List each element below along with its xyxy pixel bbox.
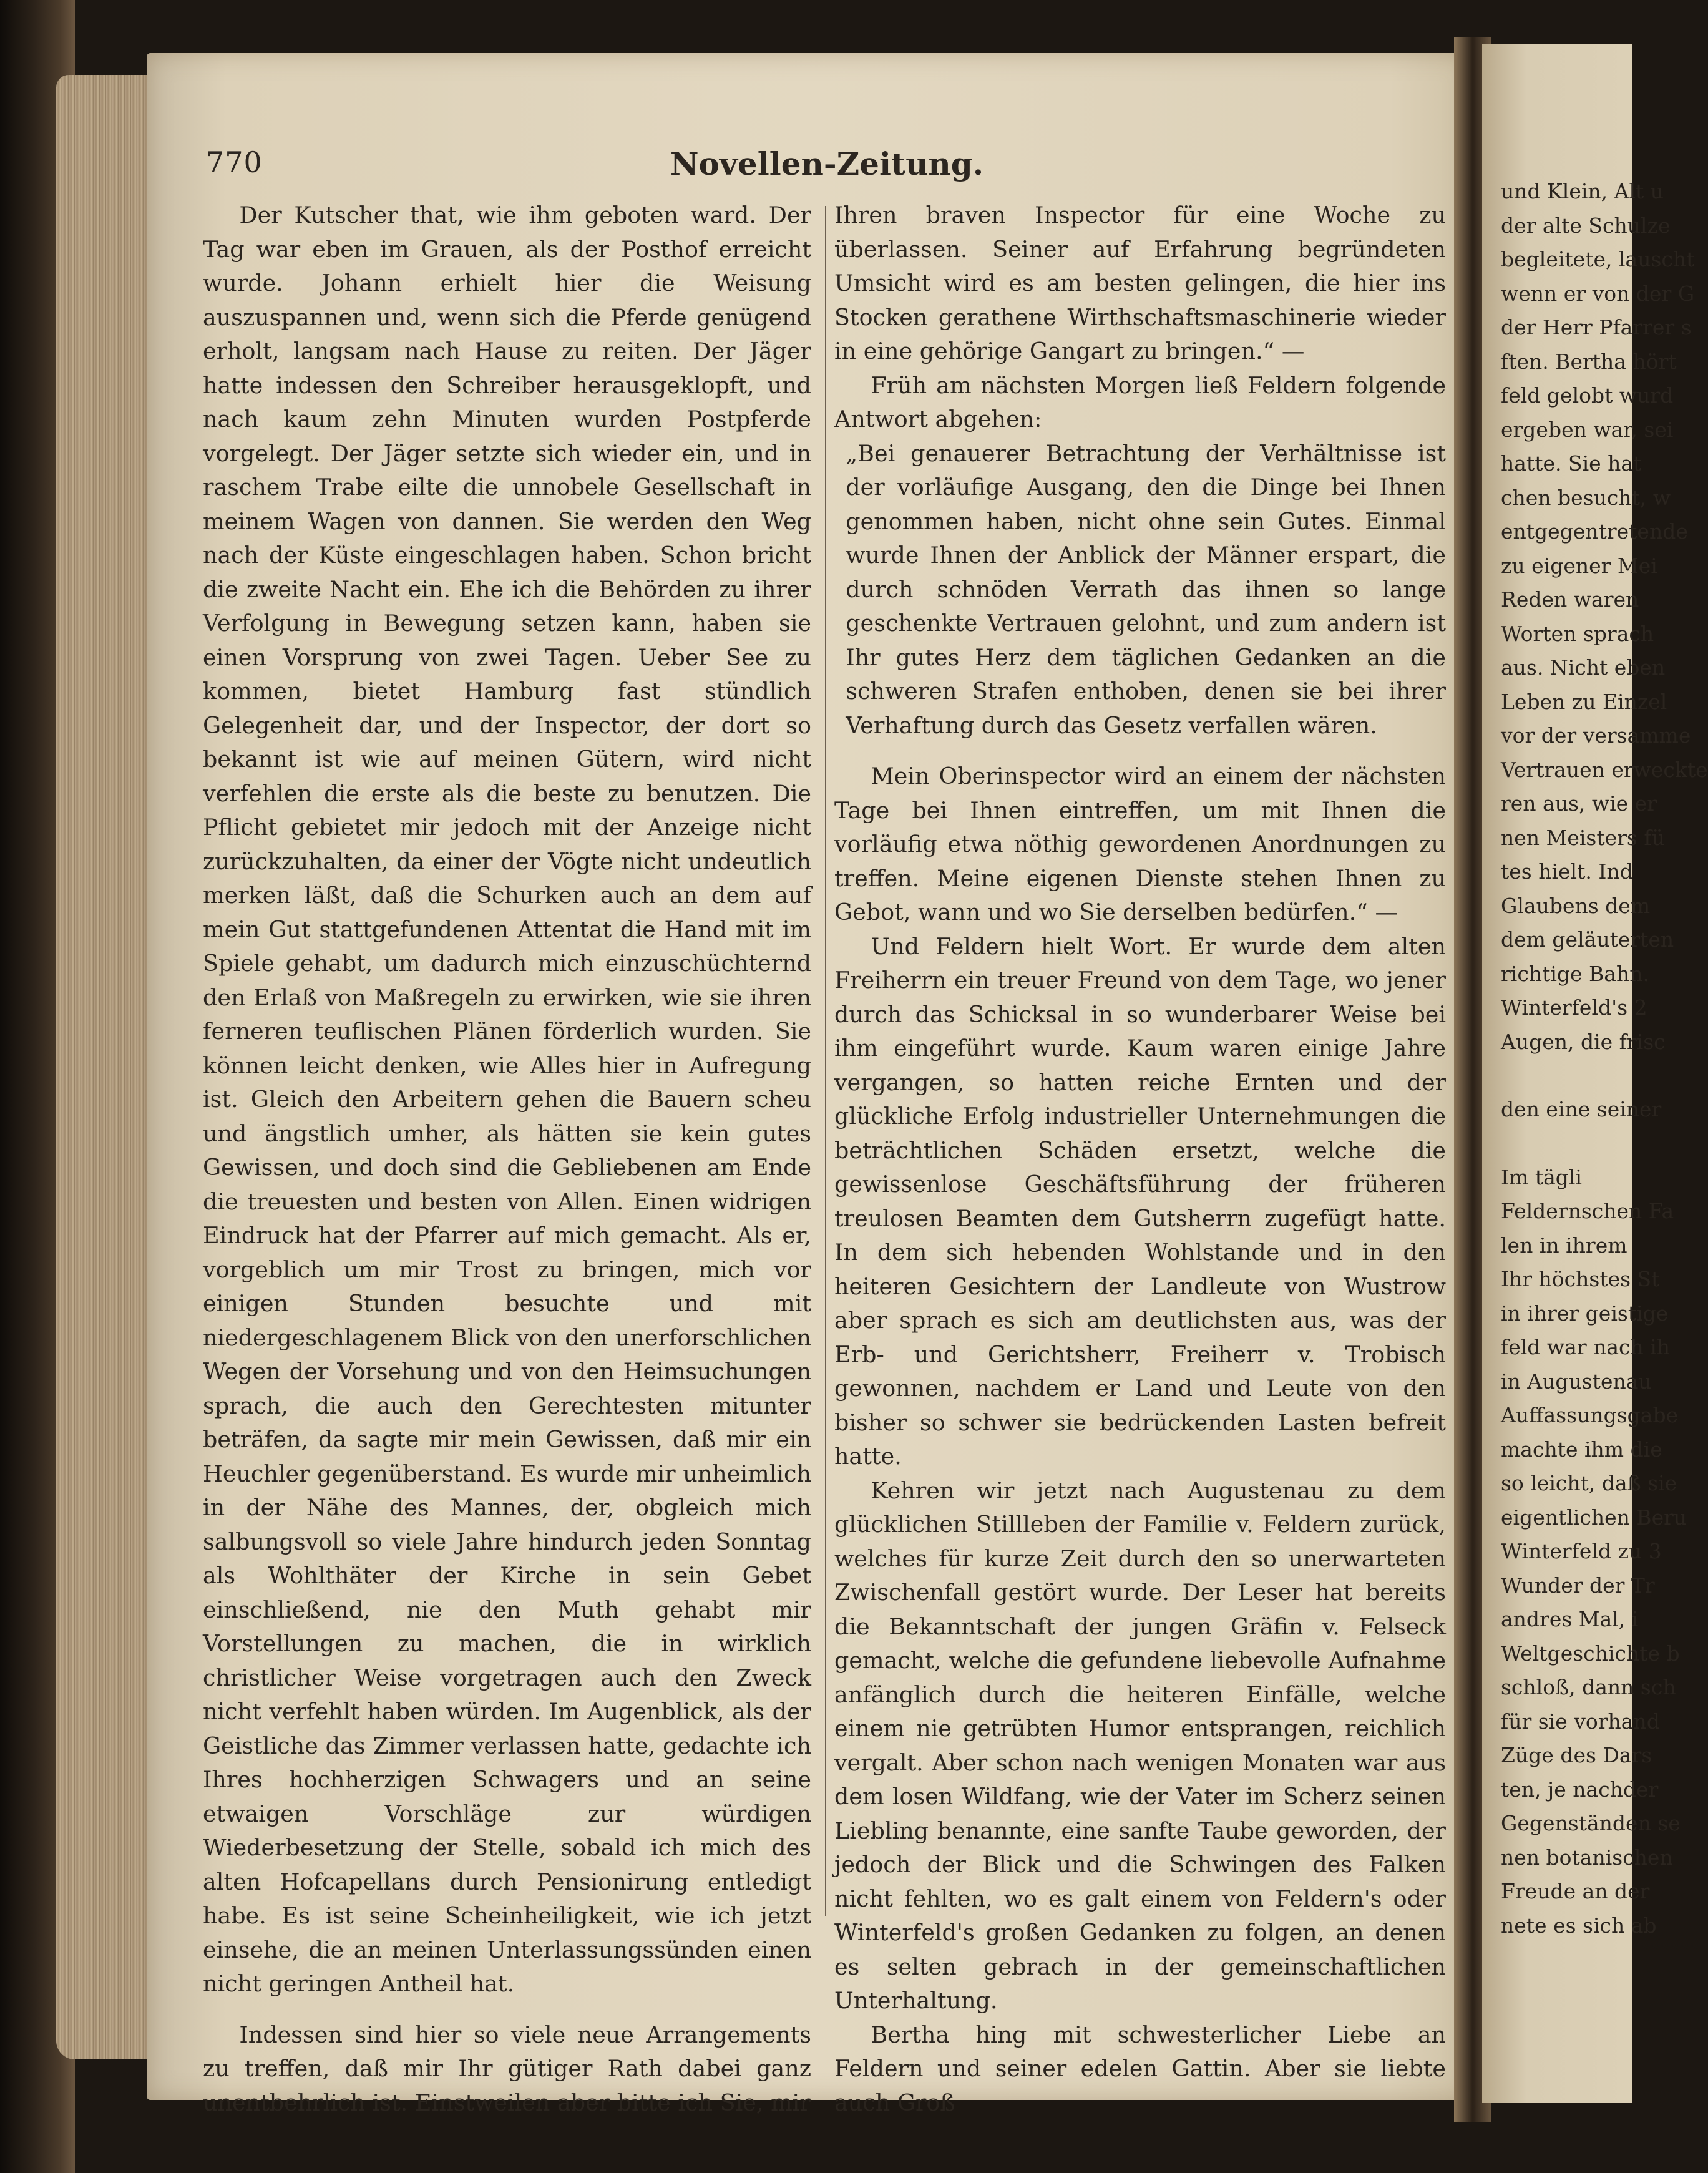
next-page-line: richtige Bahn. bbox=[1501, 961, 1649, 986]
next-page-line: Im tägli bbox=[1501, 1165, 1582, 1189]
letter-paragraph: „Bei genauerer Betrachtung der Verhältnisse ist der vorläufige Ausgang, den die Dinge bei Ihnen genommen haben, nicht ohne sein Gutes. Einmal wurde Ihnen der Anblick der Männer erspart, die durch schnöden Verrath das ihnen so lange geschenkte Vertrauen gelohnt, und zum andern ist Ihr gutes Herz dem täglichen Gedanken an die schweren Strafen enthoben, denen sie bei ihrer Verhaftung durch das Gesetz verfallen wären. bbox=[846, 439, 1446, 739]
next-page-gap bbox=[1501, 1059, 1663, 1093]
next-page-line: Winterfeld's 2 bbox=[1501, 995, 1647, 1020]
next-page-line: chen besucht, w bbox=[1501, 485, 1671, 510]
paragraph: Der Kutscher that, wie ihm geboten ward. Der Tag war eben im Grauen, als der Posthof erreicht wurde. Johann erhielt hier die Weisung auszuspannen und, wenn sich die Pferde genügend erholt, langsam nach Hause zu reiten. Der Jäger hatte indessen den Schreiber herausgeklopft, und nach kaum zehn Minuten wurden Postpferde vorgelegt. Der Jäger setzte sich wieder ein, und in raschem Trabe eilte die unnobele Gesellschaft in meinem Wagen von dannen. Sie werden den Weg nach der Küste eingeschlagen haben. Schon bricht die zweite Nacht ein. Ehe ich die Behörden zu ihrer Verfolgung in Bewegung setzen kann, haben sie einen Vorsprung von zwei Tagen. Ueber See zu kommen, bietet Hamburg fast stündlich Gelegenheit dar, und der Inspector, der dort so bekannt ist wie auf meinen Gütern, wird nicht verfehlen die erste als die beste zu benutzen. Die Pflicht gebietet mir jedoch mit der Anzeige nicht zurückzuhalten, da einer der Vögte nicht undeutlich merken läßt, daß die Schurken auch an dem auf mein Gut stattgefundenen Attentat die Hand mit im Spiele gehabt, um dadurch mich einzuschüchternd den Erlaß von Maßregeln zu erwirken, wie sie ihren ferneren teuflischen Plänen förderlich wurden. Sie können leicht denken, wie Alles hier in Aufregung ist. Gleich den Arbeitern gehen die Bauern scheu und ängstlich umher, als hätten sie kein gutes Gewissen, und doch sind die Gebliebenen am Ende die treuesten und besten von Allen. Einen widrigen Eindruck hat der Pfarrer auf mich gemacht. Als er, vorgeblich um mir Trost zu bringen, mich vor einigen Stunden besuchte und mit niedergeschlagenem Blick von den unerforschlichen Wegen der Vorsehung und von den Heimsuchungen sprach, die auch den Gerechtesten mitunter beträfen, da sagte mir mein Gewissen, daß mir ein Heuchler gegenüberstand. Es wurde mir unheimlich in der Nähe des Mannes, der, obgleich mich salbungsvoll so viele Jahre hindurch jeden Sonntag als Wohlthäter der Kirche in sein Gebet einschließend, nie den Muth gehabt mir Vorstellungen zu machen, die in wirklich christlicher Weise vorgetragen auch den Zweck nicht verfehlt haben würden. Im Augenblick, als der Geistliche das Zimmer verlassen hatte, gedachte ich Ihres hochherzigen Schwagers und an seine etwaigen Vorschläge zur würdigen Wiederbesetzung der Stelle, sobald ich mich des alten Hofcapellans durch Pensionirung entledigt habe. Es ist seine Scheinheiligkeit, wie ich jetzt einsehe, die an meinen Unterlassungssünden einen nicht geringen Antheil hat. bbox=[203, 202, 811, 1997]
next-page-line: eigentlichen Beru bbox=[1501, 1505, 1687, 1530]
next-page-line: nen botanischen bbox=[1501, 1845, 1673, 1870]
next-page-line: ergeben war, sei bbox=[1501, 417, 1674, 442]
letter-paragraph: Mein Oberinspector wird an einem der nächsten Tage bei Ihnen eintreffen, um mit Ihnen die vorläufig etwa nöthig gewordenen Anordnungen zu treffen. Meine eigenen Dienste stehen Ihnen zu Gebot, wann und wo Sie derselben bedürfen.“ — bbox=[834, 763, 1446, 925]
next-page-line: der Herr Pfarrer s bbox=[1501, 315, 1692, 339]
next-page-line: feld gelobt wurd bbox=[1501, 383, 1674, 408]
page-header bbox=[206, 145, 1448, 195]
next-page-line: Worten sprach bbox=[1501, 621, 1654, 646]
next-page-line: feld war nach ih bbox=[1501, 1335, 1671, 1359]
next-page-line: Augen, die frisc bbox=[1501, 1029, 1666, 1054]
next-page-line: für sie vorhand bbox=[1501, 1709, 1660, 1734]
next-page-line: so leicht, daß sie bbox=[1501, 1471, 1677, 1495]
next-page-line: den eine seiner bbox=[1501, 1097, 1662, 1121]
next-page-line: Wunder der Tr bbox=[1501, 1573, 1655, 1598]
next-page-line: ften. Bertha hört bbox=[1501, 349, 1677, 374]
next-page-line: Vertrauen erweckte bbox=[1501, 757, 1708, 782]
next-page-line: Reden waren bbox=[1501, 587, 1639, 612]
next-page-line: Gegenständen se bbox=[1501, 1811, 1681, 1835]
next-page-line: nete es sich ab bbox=[1501, 1913, 1657, 1938]
next-page-fragment bbox=[1482, 44, 1708, 2103]
next-page-column bbox=[1501, 175, 1708, 1943]
next-page-line: Freude an der bbox=[1501, 1879, 1650, 1903]
next-page-line: und Klein, Alt u bbox=[1501, 179, 1664, 203]
paragraph: Kehren wir jetzt nach Augustenau zu dem glücklichen Stillleben der Familie v. Feldern zurück, welches für kurze Zeit durch den so unerwarteten Zwischenfall gestört wurde. Der Leser hat bereits die Bekanntschaft der jungen Gräfin v. Felseck gemacht, welche die gefundene liebevolle Aufnahme anfänglich durch die heiteren Einfälle, welche einem nie getrübten Humor entsprangen, reichlich vergalt. Aber schon nach wenigen Monaten war aus dem losen Wildfang, wie der Vater im Scherz seinen Liebling benannte, eine sanfte Taube geworden, der jedoch der Blick und die Schwingen des Falken nicht fehlten, wo es galt einem von Feldern's oder Winterfeld's großen Gedanken zu folgen, an denen es selten gebrach in der gemeinschaftlichen Unterhaltung. bbox=[834, 1477, 1446, 2014]
next-page-line: Leben zu Einzel bbox=[1501, 689, 1667, 714]
next-page-line: hatte. Sie hat bbox=[1501, 451, 1642, 476]
next-page-line: wenn er von der G bbox=[1501, 281, 1695, 306]
next-page-line: entgegentretende bbox=[1501, 519, 1688, 544]
paragraph: Bertha hing mit schwesterlicher Liebe an Feldern und seiner edelen Gattin. Aber sie liebte auch Groß bbox=[834, 2021, 1446, 2116]
next-page-line: aus. Nicht eben bbox=[1501, 655, 1666, 680]
paragraph: Und Feldern hielt Wort. Er wurde dem alten Freiherrn ein treuer Freund von dem Tage, wo jener durch das Schicksal in so wunderbarer Weise bei ihm eingeführt wurde. Kaum waren einige Jahre vergangen, so hatten reiche Ernten und der glückliche Erfolg industrieller Unternehmungen die beträchtlichen Schäden ersetzt, welche die gewissenlose Geschäftsführung der früheren treulosen Beamten dem Gutsherrn zugefügt hatte. In dem sich hebenden Wohlstande und in den heiteren Gesichtern der Landleute von Wustrow aber sprach es sich am deutlichsten aus, was der Erb- und Gerichtsherr, Freiherr v. Trobisch gewonnen, nachdem er Land und Leute von den bisher so schwer sie bedrückenden Lasten befreit hatte. bbox=[834, 932, 1446, 1470]
next-page-line: andres Mal, i bbox=[1501, 1607, 1639, 1631]
next-page-line: in Augustenau bbox=[1501, 1369, 1652, 1394]
right-column bbox=[834, 198, 1446, 2120]
next-page-gap bbox=[1501, 1127, 1663, 1161]
left-column bbox=[203, 198, 811, 2120]
next-page-line: Weltgeschichte b bbox=[1501, 1641, 1680, 1666]
next-page-line: machte ihm die bbox=[1501, 1437, 1662, 1462]
running-title: Novellen-Zeitung. bbox=[670, 145, 984, 182]
next-page-line: begleitete, lauscht bbox=[1501, 247, 1695, 271]
next-page-line: dem geläuterten bbox=[1501, 927, 1674, 952]
next-page-line: Auffassungsgabe bbox=[1501, 1403, 1679, 1427]
next-page-line: ren aus, wie er bbox=[1501, 791, 1657, 816]
next-page-line: tes hielt. Ind bbox=[1501, 859, 1633, 884]
paragraph: Ihren braven Inspector für eine Woche zu überlassen. Seiner auf Erfahrung begründeten Umsicht wird es am besten gelingen, die hier ins Stocken gerathene Wirthschaftsmaschinerie wieder in eine gehörige Gangart zu bringen.“ — bbox=[834, 202, 1446, 364]
next-page-line: Feldernschen Fa bbox=[1501, 1199, 1674, 1223]
next-page-line: Glaubens dem bbox=[1501, 893, 1651, 918]
page-edges bbox=[56, 75, 150, 2059]
paragraph: Indessen sind hier so viele neue Arrangements zu treffen, daß mir Ihr gütiger Rath dabei ganz unentbehrlich ist. Einstweilen aber bitte ich Sie, mir bbox=[203, 2021, 811, 2116]
next-page-line: schloß, dann sch bbox=[1501, 1675, 1676, 1699]
next-page-line: nen Meisters fü bbox=[1501, 825, 1665, 850]
next-page-line: Winterfeld zu 3 bbox=[1501, 1539, 1662, 1563]
next-page-line: vor der versamme bbox=[1501, 723, 1691, 748]
next-page-line: der alte Schulze bbox=[1501, 213, 1671, 238]
page-number: 770 bbox=[206, 145, 263, 179]
next-page-line: Züge des Dars bbox=[1501, 1743, 1652, 1767]
next-page-line: in ihrer geistige bbox=[1501, 1301, 1669, 1326]
next-page-line: len in ihrem bbox=[1501, 1233, 1627, 1257]
paragraph: Früh am nächsten Morgen ließ Feldern folgende Antwort abgehen: bbox=[834, 371, 1446, 432]
next-page-line: zu eigener Mei bbox=[1501, 553, 1657, 578]
column-divider bbox=[825, 206, 826, 1916]
next-page-line: Ihr höchstes St bbox=[1501, 1267, 1660, 1291]
next-page-line: ten, je nachder bbox=[1501, 1777, 1659, 1802]
